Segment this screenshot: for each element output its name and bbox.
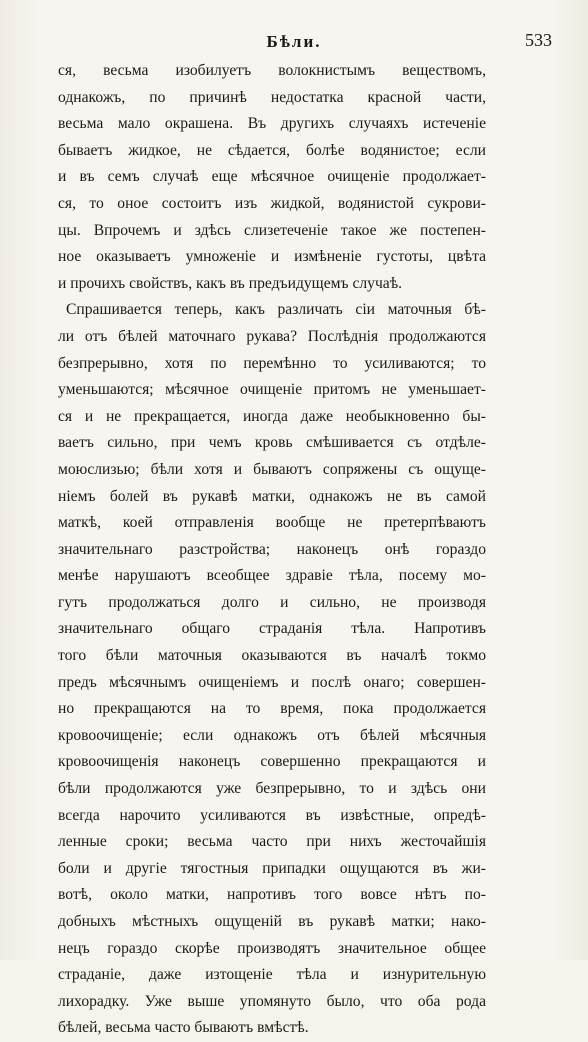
text-line: гутъ продолжаться долго и сильно, не производя xyxy=(58,593,486,611)
text-line: безпрерывно, хотя по перемѣнно то усиливаются; то xyxy=(58,354,486,372)
text-line: маткѣ, коей отправленія вообще не претерпѣваютъ xyxy=(58,514,486,532)
text-line: добныхъ мѣстныхъ ощущеній въ рукавѣ матки; нако- xyxy=(58,913,486,930)
text-line: моюслизью; бѣли хотя и бываютъ сопряжены съ ощуще- xyxy=(58,460,486,478)
text-line: бываетъ жидкое, не сѣдается, болѣе водянистое; если xyxy=(58,141,486,159)
text-line: значительнаго общаго страданія тѣла. Напротивъ xyxy=(58,620,486,638)
text-line: ленные сроки; весьма часто при нихъ жесточайшія xyxy=(58,833,486,851)
text-line: весьма мало окрашена. Въ другихъ случаяхъ истеченіе xyxy=(58,115,486,133)
text-line: ніемъ болей въ рукавѣ матки, однакожъ не въ самой xyxy=(58,487,486,505)
text-line: предъ мѣсячнымъ очищеніемъ и послѣ онаго; совершен- xyxy=(58,673,486,691)
text-line: кровоочищенія наконецъ совершенно прекращаются и xyxy=(58,753,486,771)
text-line: ли отъ бѣлей маточнаго рукава? Послѣднія продолжаются xyxy=(58,327,486,345)
text-line: Спрашивается теперь, какъ различать сіи маточныя бѣ- xyxy=(66,301,486,319)
text-line: бѣли продолжаются уже безпрерывно, то и здѣсь они xyxy=(58,780,486,798)
text-line: страданіе, даже изтощеніе тѣла и изнурительную xyxy=(58,966,486,984)
text-line: бѣлей, весьма часто бываютъ вмѣстѣ. xyxy=(58,1019,309,1037)
text-line: ваетъ сильно, при чемъ кровь смѣшивается съ отдѣле- xyxy=(58,434,486,452)
text-line: ся, весьма изобилуетъ волокнистымъ веществомъ, xyxy=(58,62,486,79)
text-line: всегда нарочито усиливаются въ извѣстные, опредѣ- xyxy=(58,806,486,824)
text-line: и въ семъ случаѣ еще мѣсячное очищеніе продолжает- xyxy=(58,168,486,186)
text-line: ся и не прекращается, иногда даже необыкновенно бы- xyxy=(58,407,486,425)
running-head xyxy=(0,30,588,56)
text-line: значительнаго разстройства; наконецъ онѣ гораздо xyxy=(58,540,486,558)
text-line: однакожъ, по причинѣ недостатка красной части, xyxy=(58,88,486,106)
text-line: и прочихъ свойствъ, какъ въ предъидущемъ случаѣ. xyxy=(58,274,403,292)
text-line: уменьшаются; мѣсячное очищеніе притомъ не уменьшает- xyxy=(58,381,486,399)
text-line: боли и другіе тягостныя припадки ощущаются въ жи- xyxy=(58,859,486,877)
text-line: ное оказываетъ умноженіе и измѣненіе густоты, цвѣта xyxy=(58,248,486,266)
text-line: ся, то оное состоитъ изъ жидкой, водянистой сукрови- xyxy=(58,194,486,212)
running-head-title: Бѣли. xyxy=(266,32,322,51)
text-line: нецъ гораздо скорѣе производятъ значительное общее xyxy=(58,939,486,957)
body-text xyxy=(58,58,486,1042)
text-line: вотѣ, около матки, напротивъ того вовсе нѣтъ по- xyxy=(58,886,486,904)
text-line: кровоочищеніе; если однакожъ отъ бѣлей мѣсячныя xyxy=(58,726,486,744)
text-line: лихорадку. Уже выше упомянуто было, что оба рода xyxy=(58,992,486,1010)
page-number: 533 xyxy=(525,30,552,50)
text-line: цы. Впрочемъ и здѣсь слизетеченіе такое же постепен- xyxy=(58,221,486,239)
text-line: менѣе нарушаютъ всеобщее здравіе тѣла, посему мо- xyxy=(58,567,486,585)
text-line: того бѣли маточныя оказываются въ началѣ токмо xyxy=(58,647,486,665)
text-line: но прекращаются на то время, пока продолжается xyxy=(58,700,486,718)
